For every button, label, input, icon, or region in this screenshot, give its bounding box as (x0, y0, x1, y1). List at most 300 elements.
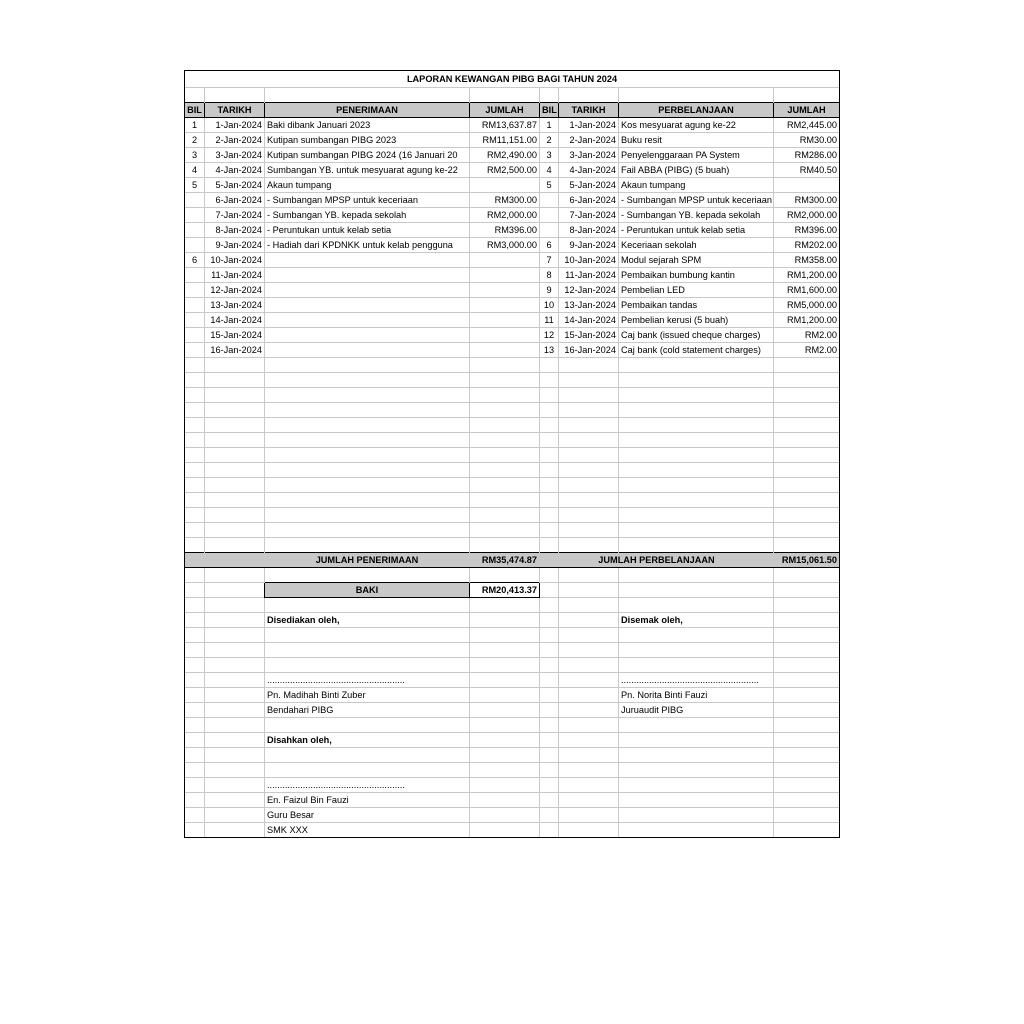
table-row (185, 298, 840, 313)
empty-cell (185, 733, 205, 748)
empty-cell (619, 628, 774, 643)
expense-desc: Kos mesyuarat agung ke-22 (619, 118, 774, 133)
empty-cell (265, 463, 470, 478)
empty-cell (559, 418, 619, 433)
empty-cell (619, 643, 774, 658)
empty-cell (540, 598, 559, 613)
spacer-row (185, 88, 840, 103)
prepared-signature-line: ...................................................... (265, 673, 470, 688)
empty-cell (619, 658, 774, 673)
empty-cell (774, 493, 840, 508)
signature-row (185, 778, 840, 793)
empty-cell (774, 403, 840, 418)
expense-desc: Modul sejarah SPM (619, 253, 774, 268)
empty-cell (774, 733, 840, 748)
empty-cell (205, 643, 265, 658)
empty-cell (774, 628, 840, 643)
empty-cell (540, 808, 559, 823)
empty-cell (185, 583, 205, 598)
empty-cell (619, 568, 774, 583)
expense-amount: RM5,000.00 (774, 298, 840, 313)
signature-row (185, 673, 840, 688)
empty-cell (185, 598, 205, 613)
report-title: LAPORAN KEWANGAN PIBG BAGI TAHUN 2024 (185, 71, 840, 88)
empty-cell (185, 523, 205, 538)
income-amount: RM300.00 (470, 193, 540, 208)
income-desc: Kutipan sumbangan PIBG 2023 (265, 133, 470, 148)
empty-cell (619, 823, 774, 838)
empty-cell (205, 613, 265, 628)
empty-cell (559, 493, 619, 508)
empty-cell (185, 763, 205, 778)
income-bil: 2 (185, 133, 205, 148)
income-desc (265, 268, 470, 283)
expense-bil: 13 (540, 343, 559, 358)
empty-cell (185, 673, 205, 688)
income-bil: 4 (185, 163, 205, 178)
empty-cell (470, 433, 540, 448)
empty-cell (470, 763, 540, 778)
table-row (185, 253, 840, 268)
expense-date: 14-Jan-2024 (559, 313, 619, 328)
empty-row (185, 628, 840, 643)
expense-date: 6-Jan-2024 (559, 193, 619, 208)
income-amount (470, 313, 540, 328)
income-amount: RM2,000.00 (470, 208, 540, 223)
empty-cell (185, 718, 205, 733)
empty-cell (559, 433, 619, 448)
expense-date: 16-Jan-2024 (559, 343, 619, 358)
expense-bil: 5 (540, 178, 559, 193)
empty-cell (559, 508, 619, 523)
empty-cell (774, 523, 840, 538)
table-row (185, 283, 840, 298)
income-amount: RM3,000.00 (470, 238, 540, 253)
empty-cell (774, 598, 840, 613)
empty-cell (470, 718, 540, 733)
empty-cell (774, 583, 840, 598)
expense-date: 9-Jan-2024 (559, 238, 619, 253)
empty-cell (185, 508, 205, 523)
school-name: SMK XXX (265, 823, 470, 838)
table-row (185, 268, 840, 283)
empty-cell (619, 598, 774, 613)
empty-cell (205, 373, 265, 388)
empty-cell (265, 538, 470, 553)
empty-cell (265, 448, 470, 463)
empty-cell (619, 478, 774, 493)
empty-cell (619, 433, 774, 448)
approved-by-name: En. Faizul Bin Fauzi (265, 793, 470, 808)
empty-cell (470, 373, 540, 388)
income-amount (470, 298, 540, 313)
empty-cell (540, 403, 559, 418)
empty-cell (559, 598, 619, 613)
expense-amount (774, 178, 840, 193)
income-desc (265, 283, 470, 298)
expense-desc: Pembaikan tandas (619, 298, 774, 313)
income-bil (185, 238, 205, 253)
empty-cell (619, 763, 774, 778)
empty-cell (619, 463, 774, 478)
empty-cell (205, 598, 265, 613)
expense-desc: Pembelian kerusi (5 buah) (619, 313, 774, 328)
empty-cell (619, 718, 774, 733)
empty-cell (470, 523, 540, 538)
expense-amount: RM358.00 (774, 253, 840, 268)
empty-cell (559, 403, 619, 418)
empty-cell (559, 373, 619, 388)
income-desc: - Hadiah dari KPDNKK untuk kelab pengguna (265, 238, 470, 253)
empty-cell (619, 778, 774, 793)
empty-cell (470, 823, 540, 838)
report-table (184, 70, 840, 838)
empty-cell (619, 358, 774, 373)
empty-cell (559, 748, 619, 763)
empty-cell (205, 628, 265, 643)
empty-cell (774, 793, 840, 808)
empty-cell (205, 448, 265, 463)
income-desc: Sumbangan YB. untuk mesyuarat agung ke-22 (265, 163, 470, 178)
empty-cell (265, 418, 470, 433)
expense-date: 11-Jan-2024 (559, 268, 619, 283)
empty-cell (540, 748, 559, 763)
signature-row (185, 703, 840, 718)
empty-cell (540, 433, 559, 448)
empty-cell (205, 388, 265, 403)
empty-cell (619, 748, 774, 763)
expense-bil: 2 (540, 133, 559, 148)
empty-cell (559, 568, 619, 583)
empty-cell (185, 778, 205, 793)
empty-cell (559, 448, 619, 463)
table-row (185, 238, 840, 253)
empty-cell (470, 598, 540, 613)
expense-desc: Fail ABBA (PIBG) (5 buah) (619, 163, 774, 178)
empty-cell (470, 538, 540, 553)
empty-cell (619, 373, 774, 388)
total-income-value: RM35,474.87 (470, 553, 540, 568)
expense-amount: RM1,600.00 (774, 283, 840, 298)
expense-amount: RM40.50 (774, 163, 840, 178)
empty-cell (185, 658, 205, 673)
empty-cell (470, 493, 540, 508)
table-row (185, 133, 840, 148)
expense-desc: Buku resit (619, 133, 774, 148)
expense-date: 3-Jan-2024 (559, 148, 619, 163)
empty-cell (540, 718, 559, 733)
empty-cell (774, 568, 840, 583)
empty-cell (540, 673, 559, 688)
empty-cell (185, 358, 205, 373)
empty-row (185, 658, 840, 673)
expense-bil (540, 193, 559, 208)
expense-bil: 3 (540, 148, 559, 163)
empty-cell (185, 793, 205, 808)
income-bil (185, 298, 205, 313)
empty-row (185, 373, 840, 388)
empty-cell (540, 613, 559, 628)
income-date: 13-Jan-2024 (205, 298, 265, 313)
empty-cell (774, 673, 840, 688)
table-row (185, 223, 840, 238)
empty-cell (540, 778, 559, 793)
expense-bil: 7 (540, 253, 559, 268)
income-bil (185, 223, 205, 238)
empty-cell (205, 733, 265, 748)
income-bil: 3 (185, 148, 205, 163)
empty-cell (540, 658, 559, 673)
empty-cell (185, 478, 205, 493)
empty-cell (470, 403, 540, 418)
empty-row (185, 358, 840, 373)
expense-desc: - Peruntukan untuk kelab setia (619, 223, 774, 238)
empty-cell (559, 793, 619, 808)
expense-desc: Caj bank (issued cheque charges) (619, 328, 774, 343)
income-desc: Baki dibank Januari 2023 (265, 118, 470, 133)
empty-cell (205, 403, 265, 418)
empty-cell (619, 808, 774, 823)
empty-cell (540, 733, 559, 748)
income-desc (265, 343, 470, 358)
expense-amount: RM1,200.00 (774, 313, 840, 328)
empty-cell (205, 688, 265, 703)
empty-cell (470, 358, 540, 373)
empty-row (185, 463, 840, 478)
empty-cell (470, 658, 540, 673)
checked-signature-line: ...................................................... (619, 673, 774, 688)
empty-cell (559, 478, 619, 493)
total-expense-label: JUMLAH PERBELANJAAN (540, 553, 774, 568)
expense-date: 1-Jan-2024 (559, 118, 619, 133)
title-row (185, 71, 840, 88)
financial-report-sheet (184, 70, 839, 838)
income-amount (470, 268, 540, 283)
empty-cell (559, 718, 619, 733)
empty-cell (265, 658, 470, 673)
income-amount (470, 283, 540, 298)
empty-row (185, 568, 840, 583)
empty-cell (540, 358, 559, 373)
empty-cell (470, 673, 540, 688)
empty-cell (540, 793, 559, 808)
empty-cell (185, 703, 205, 718)
income-desc: - Peruntukan untuk kelab setia (265, 223, 470, 238)
expense-amount: RM396.00 (774, 223, 840, 238)
empty-cell (265, 433, 470, 448)
empty-cell (205, 478, 265, 493)
header-tarikh: TARIKH (559, 103, 619, 118)
header-row (185, 103, 840, 118)
income-amount (470, 328, 540, 343)
income-desc (265, 298, 470, 313)
empty-cell (540, 418, 559, 433)
empty-row (185, 523, 840, 538)
expense-bil (540, 223, 559, 238)
income-amount (470, 178, 540, 193)
empty-cell (265, 358, 470, 373)
expense-desc: Caj bank (cold statement charges) (619, 343, 774, 358)
income-date: 12-Jan-2024 (205, 283, 265, 298)
empty-cell (265, 748, 470, 763)
income-bil: 5 (185, 178, 205, 193)
table-row (185, 343, 840, 358)
empty-cell (540, 523, 559, 538)
empty-cell (540, 493, 559, 508)
empty-cell (265, 493, 470, 508)
signature-row (185, 688, 840, 703)
empty-cell (559, 643, 619, 658)
empty-cell (619, 793, 774, 808)
income-bil (185, 313, 205, 328)
empty-cell (470, 568, 540, 583)
empty-cell (470, 748, 540, 763)
expense-amount: RM1,200.00 (774, 268, 840, 283)
expense-date: 4-Jan-2024 (559, 163, 619, 178)
signature-row (185, 793, 840, 808)
empty-cell (205, 418, 265, 433)
table-row (185, 178, 840, 193)
expense-desc: Pembaikan bumbung kantin (619, 268, 774, 283)
empty-cell (205, 808, 265, 823)
total-expense-value: RM15,061.50 (774, 553, 840, 568)
income-bil (185, 193, 205, 208)
checked-by-role: Juruaudit PIBG (619, 703, 774, 718)
expense-date: 7-Jan-2024 (559, 208, 619, 223)
empty-cell (470, 508, 540, 523)
empty-row (185, 448, 840, 463)
income-desc: - Sumbangan YB. kepada sekolah (265, 208, 470, 223)
empty-cell (470, 388, 540, 403)
approved-by-role: Guru Besar (265, 808, 470, 823)
empty-cell (619, 493, 774, 508)
empty-cell (185, 613, 205, 628)
income-amount: RM2,490.00 (470, 148, 540, 163)
empty-cell (774, 478, 840, 493)
income-bil (185, 208, 205, 223)
prepared-by-label: Disediakan oleh, (265, 613, 470, 628)
empty-cell (559, 613, 619, 628)
empty-cell (774, 358, 840, 373)
income-date: 16-Jan-2024 (205, 343, 265, 358)
empty-cell (470, 643, 540, 658)
expense-date: 12-Jan-2024 (559, 283, 619, 298)
empty-cell (470, 793, 540, 808)
expense-date: 15-Jan-2024 (559, 328, 619, 343)
empty-cell (185, 493, 205, 508)
signature-row (185, 823, 840, 838)
table-row (185, 208, 840, 223)
header-jumlah: JUMLAH (470, 103, 540, 118)
header-perbelanjaan: PERBELANJAAN (619, 103, 774, 118)
empty-cell (265, 598, 470, 613)
signature-row (185, 613, 840, 628)
empty-row (185, 748, 840, 763)
approved-signature-line: ...................................................... (265, 778, 470, 793)
income-desc (265, 253, 470, 268)
expense-amount: RM2.00 (774, 328, 840, 343)
empty-cell (205, 523, 265, 538)
empty-cell (559, 388, 619, 403)
empty-cell (185, 808, 205, 823)
expense-bil: 9 (540, 283, 559, 298)
expense-date: 13-Jan-2024 (559, 298, 619, 313)
expense-amount: RM300.00 (774, 193, 840, 208)
empty-cell (265, 508, 470, 523)
empty-cell (774, 373, 840, 388)
empty-cell (540, 643, 559, 658)
header-tarikh: TARIKH (205, 103, 265, 118)
expense-date: 2-Jan-2024 (559, 133, 619, 148)
empty-cell (619, 403, 774, 418)
empty-row (185, 433, 840, 448)
empty-cell (265, 523, 470, 538)
empty-cell (265, 568, 470, 583)
income-amount: RM396.00 (470, 223, 540, 238)
expense-amount: RM2,000.00 (774, 208, 840, 223)
income-date: 5-Jan-2024 (205, 178, 265, 193)
empty-cell (559, 523, 619, 538)
empty-cell (540, 703, 559, 718)
expense-bil: 10 (540, 298, 559, 313)
empty-row (185, 598, 840, 613)
empty-row (185, 493, 840, 508)
expense-desc: Penyelenggaraan PA System (619, 148, 774, 163)
header-bil: BIL (540, 103, 559, 118)
empty-cell (185, 373, 205, 388)
empty-cell (470, 448, 540, 463)
empty-cell (619, 733, 774, 748)
empty-cell (619, 508, 774, 523)
empty-cell (774, 763, 840, 778)
empty-cell (559, 703, 619, 718)
empty-cell (205, 748, 265, 763)
empty-cell (774, 508, 840, 523)
empty-cell (540, 538, 559, 553)
expense-desc: - Sumbangan MPSP untuk keceriaan (619, 193, 774, 208)
income-date: 9-Jan-2024 (205, 238, 265, 253)
empty-cell (540, 583, 559, 598)
table-row (185, 313, 840, 328)
income-date: 6-Jan-2024 (205, 193, 265, 208)
empty-cell (205, 463, 265, 478)
total-income-label: JUMLAH PENERIMAAN (265, 553, 470, 568)
empty-cell (559, 463, 619, 478)
empty-cell (774, 688, 840, 703)
income-desc: Akaun tumpang (265, 178, 470, 193)
table-row (185, 163, 840, 178)
empty-cell (619, 583, 774, 598)
empty-cell (265, 763, 470, 778)
signature-row (185, 733, 840, 748)
expense-desc: Akaun tumpang (619, 178, 774, 193)
income-date: 4-Jan-2024 (205, 163, 265, 178)
expense-date: 8-Jan-2024 (559, 223, 619, 238)
empty-cell (185, 448, 205, 463)
empty-cell (185, 418, 205, 433)
empty-cell (540, 388, 559, 403)
income-amount: RM13,637.87 (470, 118, 540, 133)
income-amount (470, 343, 540, 358)
empty-cell (265, 388, 470, 403)
empty-cell (470, 688, 540, 703)
empty-row (185, 643, 840, 658)
empty-cell (185, 388, 205, 403)
expense-desc: Pembelian LED (619, 283, 774, 298)
empty-cell (205, 703, 265, 718)
empty-cell (540, 823, 559, 838)
expense-amount: RM286.00 (774, 148, 840, 163)
